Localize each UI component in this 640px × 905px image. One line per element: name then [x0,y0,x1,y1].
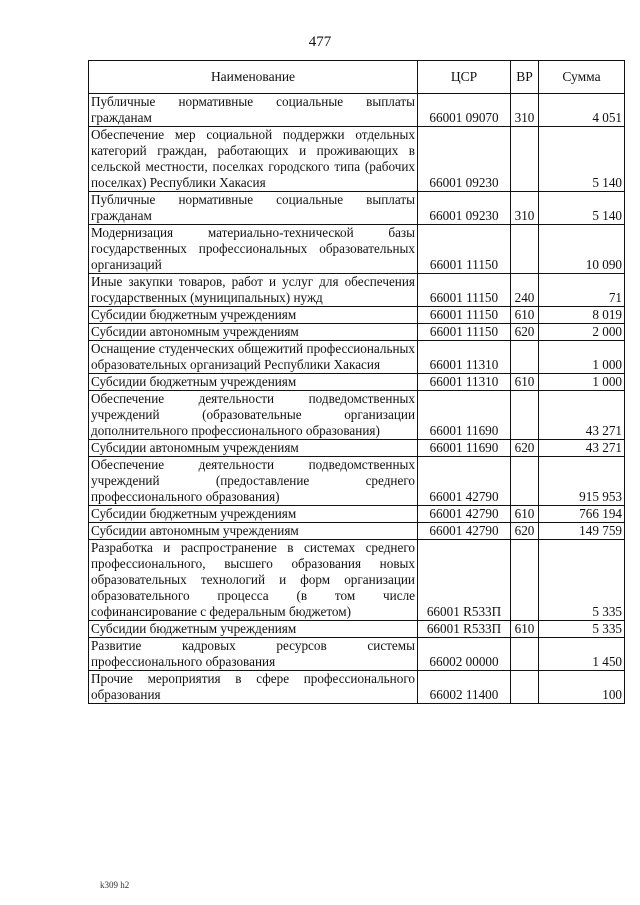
row-sum-cell: 10 090 [539,225,625,274]
row-name-cell: Развитие кадровых ресурсов системы профессионального образования [89,638,418,671]
row-sum-cell: 100 [539,671,625,704]
table-row [89,127,625,192]
row-name-cell: Обеспечение деятельности подведомственных учреждений (образовательные организации дополнительного профессионального образования) [89,391,418,440]
table-row [89,621,625,638]
row-name-cell: Иные закупки товаров, работ и услуг для обеспечения государственных (муниципальных) нужд [89,274,418,307]
row-sum-cell: 149 759 [539,523,625,540]
row-vr-cell [511,457,539,506]
row-vr-cell: 310 [511,192,539,225]
row-sum-cell: 5 335 [539,621,625,638]
budget-table [88,60,625,704]
row-csr-cell: 66001 11310 [418,374,511,391]
row-name-cell: Прочие мероприятия в сфере профессионального образования [89,671,418,704]
table-row [89,457,625,506]
row-name-cell: Публичные нормативные социальные выплаты гражданам [89,192,418,225]
row-vr-cell [511,540,539,621]
row-name-cell: Субсидии автономным учреждениям [89,440,418,457]
row-sum-cell: 4 051 [539,94,625,127]
row-name-cell: Модернизация материально-технической базы государственных профессиональных образовательных организаций [89,225,418,274]
row-sum-cell: 1 000 [539,341,625,374]
row-sum-cell: 8 019 [539,307,625,324]
row-vr-cell [511,638,539,671]
page-number: 477 [308,34,332,50]
row-sum-cell: 915 953 [539,457,625,506]
row-vr-cell: 310 [511,94,539,127]
row-name-cell: Обеспечение деятельности подведомственных учреждений (предоставление среднего профессионального образования) [89,457,418,506]
header-csr: ЦСР [418,61,511,94]
row-csr-cell: 66001 R533П [418,540,511,621]
row-csr-cell: 66002 00000 [418,638,511,671]
row-sum-cell: 766 194 [539,506,625,523]
row-name-cell: Субсидии автономным учреждениям [89,523,418,540]
row-sum-cell: 2 000 [539,324,625,341]
row-name-cell: Субсидии бюджетным учреждениям [89,621,418,638]
row-csr-cell: 66001 11690 [418,391,511,440]
footer-code: k309 h2 [100,880,130,890]
row-vr-cell [511,225,539,274]
row-vr-cell [511,341,539,374]
row-sum-cell: 5 140 [539,192,625,225]
row-csr-cell: 66001 11690 [418,440,511,457]
row-vr-cell [511,127,539,192]
table-row [89,506,625,523]
table-row [89,638,625,671]
row-name-cell: Субсидии бюджетным учреждениям [89,374,418,391]
row-vr-cell [511,391,539,440]
row-name-cell: Разработка и распространение в системах среднего профессионального, высшего образования новых образовательных технологий и форм организации образовательного процесса (в том числе софинансирование с федеральным бюджетом) [89,540,418,621]
row-name-cell: Обеспечение мер социальной поддержки отдельных категорий граждан, работающих и проживающих в сельской местности, поселках городского типа (рабочих поселках) Республики Хакасия [89,127,418,192]
row-csr-cell: 66001 09230 [418,192,511,225]
row-sum-cell: 43 271 [539,391,625,440]
table-row [89,274,625,307]
row-vr-cell: 620 [511,440,539,457]
header-name: Наименование [89,61,418,94]
row-name-cell: Публичные нормативные социальные выплаты гражданам [89,94,418,127]
row-vr-cell: 610 [511,506,539,523]
row-csr-cell: 66001 09230 [418,127,511,192]
table-row [89,671,625,704]
row-vr-cell: 610 [511,374,539,391]
row-csr-cell: 66001 11150 [418,324,511,341]
table-row [89,440,625,457]
table-row [89,391,625,440]
header-sum: Сумма [539,61,625,94]
table-row [89,540,625,621]
table-row [89,94,625,127]
row-csr-cell: 66001 R533П [418,621,511,638]
row-vr-cell: 610 [511,621,539,638]
row-sum-cell: 43 271 [539,440,625,457]
table-row [89,324,625,341]
row-csr-cell: 66001 11150 [418,307,511,324]
row-csr-cell: 66001 11150 [418,225,511,274]
row-name-cell: Субсидии бюджетным учреждениям [89,506,418,523]
row-csr-cell: 66001 11310 [418,341,511,374]
row-vr-cell: 620 [511,523,539,540]
row-sum-cell: 5 140 [539,127,625,192]
table-row [89,341,625,374]
row-name-cell: Субсидии автономным учреждениям [89,324,418,341]
row-name-cell: Оснащение студенческих общежитий профессиональных образовательных организаций Республики Хакасия [89,341,418,374]
row-name-cell: Субсидии бюджетным учреждениям [89,307,418,324]
row-csr-cell: 66001 42790 [418,457,511,506]
table-row [89,374,625,391]
row-sum-cell: 1 450 [539,638,625,671]
row-csr-cell: 66001 42790 [418,523,511,540]
table-body [89,94,625,704]
header-vr: ВР [511,61,539,94]
row-csr-cell: 66001 11150 [418,274,511,307]
table-row [89,307,625,324]
table-row [89,225,625,274]
row-sum-cell: 5 335 [539,540,625,621]
row-csr-cell: 66001 09070 [418,94,511,127]
row-vr-cell: 610 [511,307,539,324]
table-header-row [89,61,625,94]
row-vr-cell: 620 [511,324,539,341]
row-sum-cell: 71 [539,274,625,307]
row-sum-cell: 1 000 [539,374,625,391]
row-csr-cell: 66002 11400 [418,671,511,704]
table-row [89,192,625,225]
row-vr-cell [511,671,539,704]
table-row [89,523,625,540]
row-csr-cell: 66001 42790 [418,506,511,523]
row-vr-cell: 240 [511,274,539,307]
